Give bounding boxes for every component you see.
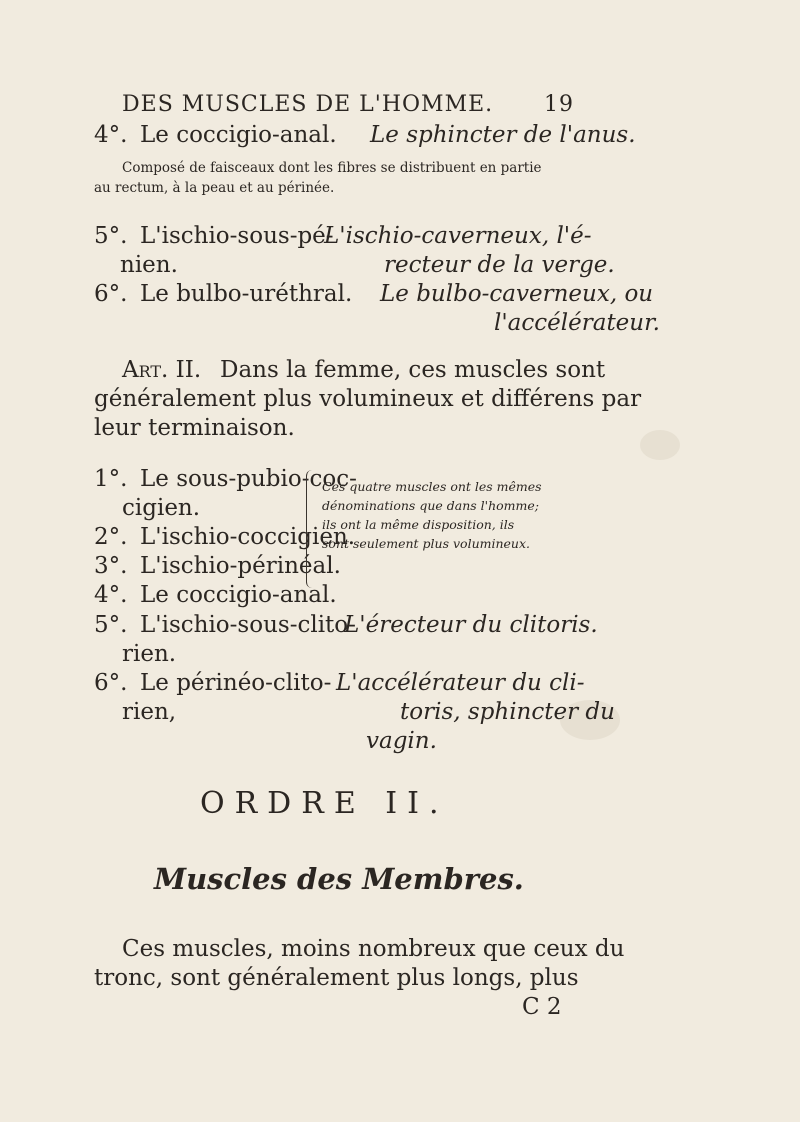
section-ordre: ORDRE II.	[200, 786, 449, 821]
bracket-note-line: dénominations que dans l'homme;	[322, 498, 539, 513]
list-number: 4°.	[94, 122, 128, 148]
muscle-synonym: Le bulbo-caverneux, ou	[380, 281, 654, 307]
note-line: Composé de faisceaux dont les fibres se distribuent en partie	[122, 160, 542, 176]
list-number: 2°.	[94, 524, 128, 550]
muscle-name: nien.	[120, 252, 178, 278]
article-text: Dans la femme, ces muscles sont	[220, 357, 606, 383]
muscle-name: rien,	[122, 699, 177, 725]
muscle-name: L'ischio-périnéal.	[140, 553, 341, 579]
muscle-synonym: recteur de la verge.	[384, 252, 615, 278]
article-text: généralement plus volumineux et différens par	[94, 386, 642, 412]
muscle-synonym: L'érecteur du clitoris.	[344, 612, 598, 638]
bracket-note-line: sont seulement plus volumineux.	[322, 536, 530, 551]
section-title: Muscles des Membres.	[154, 862, 524, 896]
list-number: 1°.	[94, 466, 128, 492]
list-number: 6°.	[94, 281, 128, 307]
list-number: 5°.	[94, 612, 128, 638]
muscle-synonym: toris, sphincter du	[400, 699, 615, 725]
paragraph-line: tronc, sont généralement plus longs, plus	[94, 965, 579, 991]
signature-mark: C 2	[522, 994, 562, 1020]
bracket-note-line: ils ont la même disposition, ils	[322, 517, 515, 532]
muscle-synonym: vagin.	[366, 728, 437, 754]
muscle-synonym: L'ischio-caverneux, l'é-	[324, 223, 592, 249]
page-number: 19	[544, 92, 574, 117]
muscle-name: Le coccigio-anal.	[140, 122, 337, 148]
paragraph-line: Ces muscles, moins nombreux que ceux du	[122, 936, 625, 962]
article-text: leur terminaison.	[94, 415, 295, 441]
bracket-note-line: Ces quatre muscles ont les mêmes	[322, 479, 542, 494]
muscle-synonym: l'accélérateur.	[494, 310, 660, 336]
list-number: 3°.	[94, 553, 128, 579]
grouping-brace	[306, 470, 317, 588]
muscle-name: Le périnéo-clito-	[140, 670, 332, 696]
muscle-name: L'ischio-sous-pé-	[140, 223, 334, 249]
running-head: DES MUSCLES DE L'HOMME.	[122, 92, 494, 117]
article-label: Art. II.	[122, 357, 202, 383]
muscle-name: cigien.	[122, 495, 201, 521]
muscle-name: L'ischio-coccigien.	[140, 524, 356, 550]
muscle-synonym: L'accélérateur du cli-	[336, 670, 585, 696]
muscle-name: Le bulbo-uréthral.	[140, 281, 353, 307]
list-number: 5°.	[94, 223, 128, 249]
muscle-name: L'ischio-sous-clito-	[140, 612, 356, 638]
note-line: au rectum, à la peau et au périnée.	[94, 180, 335, 196]
list-number: 4°.	[94, 582, 128, 608]
list-number: 6°.	[94, 670, 128, 696]
muscle-name: Le coccigio-anal.	[140, 582, 337, 608]
muscle-name: Le sous-pubio-coc-	[140, 466, 357, 492]
muscle-synonym: Le sphincter de l'anus.	[370, 122, 636, 148]
muscle-name: rien.	[122, 641, 177, 667]
